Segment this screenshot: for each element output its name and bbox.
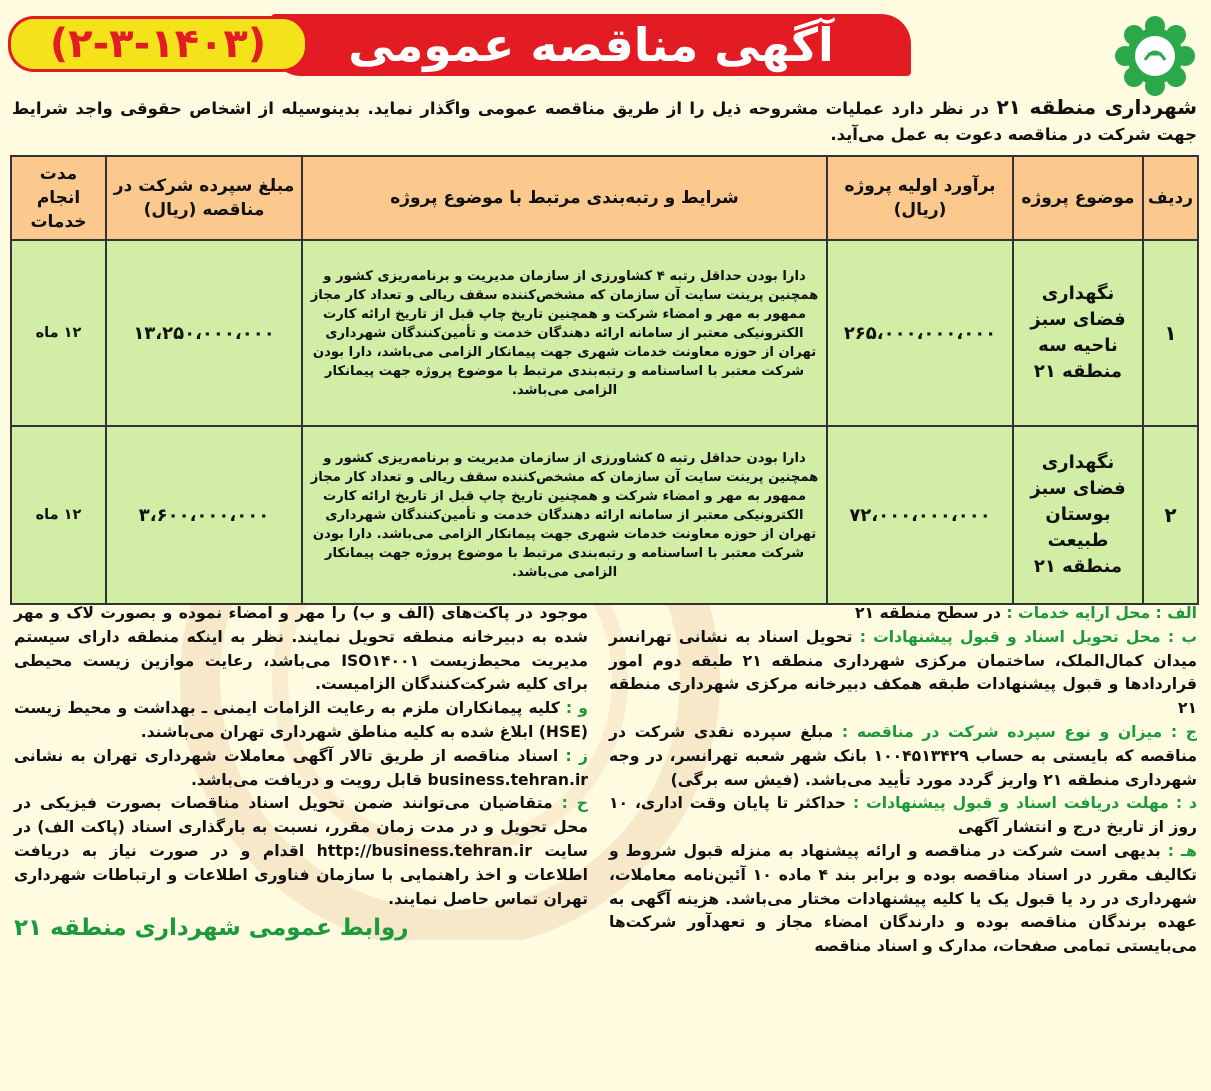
- cell-subject: نگهداری فضای سبز بوستان طبیعت منطقه ۲۱: [1013, 426, 1143, 604]
- section-e-label: هـ :: [1167, 841, 1197, 860]
- notice-header: [8, 6, 1203, 92]
- section-c-label: ج : میزان و نوع سپرده شرکت در مناقصه :: [841, 722, 1198, 741]
- section-b-label: ب : محل تحویل اسناد و قبول پیشنهادات :: [859, 627, 1197, 646]
- section-a: [609, 602, 1197, 626]
- section-h-label: ح :: [561, 794, 588, 813]
- table-row: [11, 426, 1198, 604]
- cell-conditions: دارا بودن حداقل رتبه ۴ کشاورزی از سازمان مدیریت و برنامه‌ریزی کشور و همچنین پرینت سایت آن سازمان که مشخص‌کننده سقف ریالی و تعداد کار مجاز ممهور به مهر و امضاء شرکت و همچنین تاریخ چاپ قبل از تاریخ ارائه کارت الکترونیکی معتبر از سامانه ارائه دهندگان خدمت و تأمین‌کنندگان شهرداری تهران از حوزه معاونت خدمات شهری جهت پیمانکار الزامی می‌باشد، دارا بودن شرکت معتبر با اساسنامه و رتبه‌بندی مرتبط با موضوع پروژه جهت پیمانکار الزامی می‌باشد.: [302, 240, 827, 426]
- business-url-link[interactable]: http://business.tehran.ir: [316, 841, 532, 860]
- section-f: [14, 697, 588, 745]
- cell-estimate: ۷۲،۰۰۰،۰۰۰،۰۰۰: [827, 426, 1013, 604]
- intro-text: در نظر دارد عملیات مشروحه ذیل را از طریق مناقصه عمومی واگذار نماید. بدینوسیله از اشخاص حقوقی واجد شرایط جهت شرکت در مناقصه دعوت به عمل می‌آید.: [12, 99, 1197, 144]
- section-g-label: ز :: [565, 746, 588, 765]
- cell-duration: ۱۲ ماه: [11, 426, 106, 604]
- section-h: [14, 792, 588, 911]
- notice-number: (۲-۳-۱۴۰۳): [8, 16, 308, 72]
- section-g-text: اسناد مناقصه از طریق تالار آگهی معاملات شهرداری تهران به نشانی: [14, 746, 559, 765]
- tehran-municipality-logo-icon: [1113, 14, 1197, 98]
- cell-deposit: ۱۳،۲۵۰،۰۰۰،۰۰۰: [106, 240, 302, 426]
- section-f-label: و :: [565, 699, 588, 718]
- section-e-continued: موجود در پاکت‌های (الف و ب) را مهر و امضاء نموده و بصورت لاک و مهر شده به دبیرخانه منطقه تحویل نمایند. نظر به اینکه منطقه دارای سیستم مدیریت محیط‌زیست ISO۱۴۰۰۱ می‌باشد، رعایت موازین زیست محیطی برای کلیه شرکت‌کنندگان الزامیست.: [14, 604, 588, 694]
- business-site-link[interactable]: business.tehran.ir: [427, 770, 588, 789]
- section-g: [14, 745, 588, 793]
- section-e: [609, 840, 1197, 959]
- header-row-number: ردیف: [1143, 156, 1198, 240]
- section-c: [609, 721, 1197, 792]
- header-deposit: مبلغ سپرده شرکت در مناقصه (ریال): [106, 156, 302, 240]
- section-h-text: متقاضیان می‌توانند ضمن تحویل اسناد مناقصات بصورت فیزیکی در محل تحویل و در مدت زمان مقرر، نسبت به بارگذاری اسناد (پاکت الف) در سایت: [14, 794, 588, 860]
- table-header-row: [11, 156, 1198, 240]
- section-d-label: د : مهلت دریافت اسناد و قبول پیشنهادات :: [852, 794, 1197, 813]
- section-h-text-after: اقدام و در صورت نیاز به دریافت اطلاعات و اخذ راهنمایی با سازمان فناوری اطلاعات و ارتباطات شهرداری تهران تماس حاصل نمایند.: [14, 841, 588, 908]
- cell-subject: نگهداری فضای سبز ناحیه سه منطقه ۲۱: [1013, 240, 1143, 426]
- public-relations-signature: روابط عمومی شهرداری منطقه ۲۱: [14, 915, 409, 942]
- header-estimate: برآورد اولیه پروژه (ریال): [827, 156, 1013, 240]
- section-f-text: کلیه پیمانکاران ملزم به رعایت الزامات ایمنی ـ بهداشت و محیط زیست (HSE) ابلاغ شده به کلیه مناطق شهرداری تهران می‌باشند.: [14, 699, 588, 741]
- section-d-text: حداکثر تا پایان وقت اداری، ۱۰ روز از تاریخ درج و انتشار آگهی: [609, 794, 1197, 837]
- section-c-text: مبلغ سپرده نقدی شرکت در مناقصه که بایستی به حساب ۱۰۰۴۵۱۳۴۲۹ بانک شهر شعبه تهرانسر، در وجه شهرداری منطقه ۲۱ واریز گردد مورد تأیید می‌باشد. (فیش سه برگی): [609, 722, 1197, 789]
- tender-table: [10, 155, 1199, 605]
- table-row: [11, 240, 1198, 426]
- section-b: [609, 626, 1197, 721]
- cell-row-number: ۲: [1143, 426, 1198, 604]
- notice-title: آگهی مناقصه عمومی: [271, 14, 911, 76]
- cell-row-number: ۱: [1143, 240, 1198, 426]
- conditions-right-column: [609, 602, 1197, 959]
- conditions-left-column: [14, 602, 588, 941]
- section-d: [609, 792, 1197, 840]
- section-a-label: الف : محل ارایه خدمات :: [1006, 604, 1197, 622]
- cell-conditions: دارا بودن حداقل رتبه ۵ کشاورزی از سازمان مدیریت و برنامه‌ریزی کشور و همچنین پرینت سایت آن سازمان که مشخص‌کننده سقف ریالی و تعداد کار مجاز ممهور به مهر و امضاء شرکت و همچنین تاریخ چاپ قبل از تاریخ ارائه کارت الکترونیکی معتبر از سامانه ارائه دهندگان خدمت و تأمین‌کنندگان شهرداری تهران از حوزه معاونت خدمات شهری جهت پیمانکار الزامی می‌باشد. دارا بودن شرکت معتبر با اساسنامه و رتبه‌بندی مرتبط با موضوع پروژه جهت پیمانکار الزامی می‌باشد.: [302, 426, 827, 604]
- cell-duration: ۱۲ ماه: [11, 240, 106, 426]
- section-b-text: تحویل اسناد به نشانی تهرانسر میدان کمال‌الملک، ساختمان مرکزی شهرداری منطقه ۲۱ طبقه دوم امور قراردادها و قبول پیشنهادات طبقه همکف دبیرخانه مرکزی شهرداری منطقه ۲۱: [609, 627, 1197, 718]
- intro-paragraph: [12, 94, 1197, 148]
- cell-estimate: ۲۶۵،۰۰۰،۰۰۰،۰۰۰: [827, 240, 1013, 426]
- header-conditions: شرایط و رتبه‌بندی مرتبط با موضوع پروژه: [302, 156, 827, 240]
- cell-deposit: ۳،۶۰۰،۰۰۰،۰۰۰: [106, 426, 302, 604]
- section-e-text: بدیهی است شرکت در مناقصه و ارائه پیشنهاد به منزله قبول شروط و تکالیف مقرر در اسناد مناقصه بوده و برابر بند ۴ ماده ۱۰ آئین‌نامه معاملات، شهرداری در رد یا قبول یک یا کلیه پیشنهادات مختار می‌باشد. هزینه آگهی به عهده برندگان مناقصه بوده و دارندگان امضاء مجاز و تعهدآور شرکت‌ها می‌بایستی تمامی صفحات، مدارک و اسناد مناقصه: [609, 841, 1197, 956]
- header-subject: موضوع پروژه: [1013, 156, 1143, 240]
- section-a-text: در سطح منطقه ۲۱: [854, 604, 1001, 622]
- section-g-text-after: قابل رویت و دریافت می‌باشد.: [190, 770, 423, 789]
- header-duration: مدت انجام خدمات: [11, 156, 106, 240]
- municipality-name: شهرداری منطقه ۲۱: [996, 95, 1197, 119]
